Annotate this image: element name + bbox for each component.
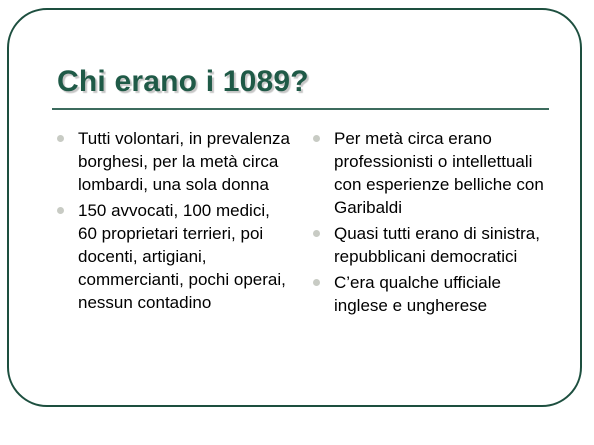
bullet-item xyxy=(306,127,556,219)
bullet-dot-icon xyxy=(313,279,320,286)
bullet-dot-icon xyxy=(57,207,64,214)
bullet-text: Quasi tutti erano di sinistra, repubblicani democratici xyxy=(334,224,540,266)
bullet-dot-icon xyxy=(57,135,64,142)
slide-title: Chi erano i 1089? xyxy=(57,65,309,98)
bullet-text: Tutti volontari, in prevalenza borghesi, per la metà circa lombardi, una sola donna xyxy=(78,129,290,194)
bullet-text: C’era qualche ufficiale inglese e ungherese xyxy=(334,273,501,315)
bullet-item xyxy=(306,271,556,317)
left-bullet-list xyxy=(50,127,290,317)
bullet-item xyxy=(50,127,290,196)
bullet-text: 150 avvocati, 100 medici, 60 proprietari terrieri, poi docenti, artigiani, commercianti, pochi operai, nessun contadino xyxy=(78,201,286,312)
bullet-item xyxy=(50,199,290,314)
title-underline xyxy=(52,108,549,110)
bullet-text: Per metà circa erano professionisti o intellettuali con esperienze belliche con Garibaldi xyxy=(334,129,544,217)
bullet-dot-icon xyxy=(313,230,320,237)
bullet-dot-icon xyxy=(313,135,320,142)
right-bullet-list xyxy=(306,127,556,320)
bullet-item xyxy=(306,222,556,268)
